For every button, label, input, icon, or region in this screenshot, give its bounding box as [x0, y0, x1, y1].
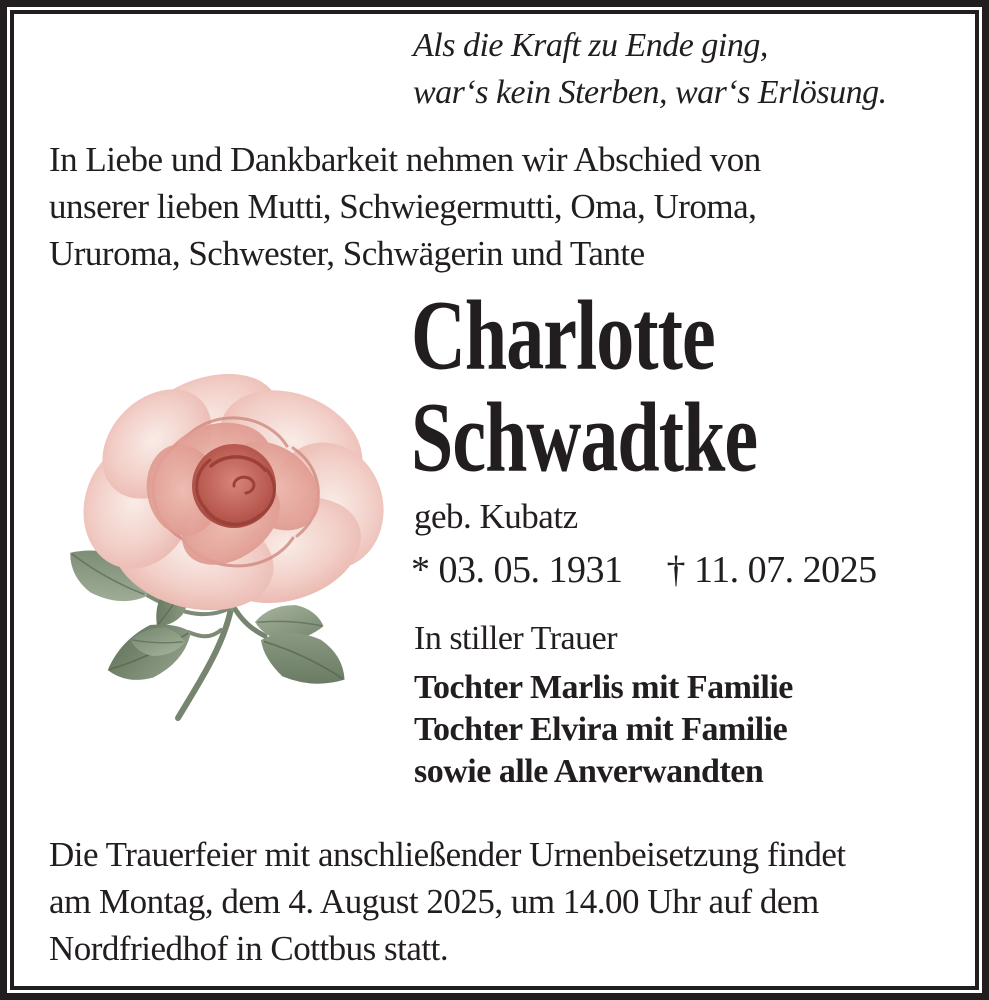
intro-line-2: unserer lieben Mutti, Schwiegermutti, Oma, Uroma,: [49, 187, 757, 226]
funeral-line-2: am Montag, dem 4. August 2025, um 14.00 Uhr auf dem: [49, 882, 819, 921]
epitaph-line-1: Als die Kraft zu Ende ging,: [413, 27, 768, 64]
funeral-details: [49, 831, 846, 972]
birth-date: * 03. 05. 1931: [411, 549, 623, 591]
funeral-line-3: Nordfriedhof in Cottbus statt.: [49, 929, 449, 968]
mourner-line-2: Tochter Elvira mit Familie: [414, 711, 788, 748]
intro-line-3: Ururoma, Schwester, Schwägerin und Tante: [49, 234, 645, 273]
intro-line-1: In Liebe und Dankbarkeit nehmen wir Abschied von: [49, 140, 761, 179]
deceased-first-name: Charlotte: [411, 281, 715, 391]
mourner-line-3: sowie alle Anverwandten: [414, 753, 764, 790]
epitaph-line-2: war‘s kein Sterben, war‘s Erlösung.: [413, 74, 887, 111]
life-dates: [411, 548, 877, 592]
funeral-line-1: Die Trauerfeier mit anschließender Urnenbeisetzung findet: [49, 835, 846, 874]
deceased-last-name: Schwadtke: [411, 383, 758, 493]
mourning-intro: In stiller Trauer: [414, 620, 618, 657]
maiden-name: geb. Kubatz: [414, 497, 578, 536]
mourner-line-1: Tochter Marlis mit Familie: [414, 669, 793, 706]
farewell-intro: [49, 136, 761, 277]
mourners-list: [414, 667, 793, 793]
epitaph-quote: [413, 22, 887, 116]
death-date: † 11. 07. 2025: [666, 549, 877, 591]
rose-illustration: [35, 368, 405, 793]
